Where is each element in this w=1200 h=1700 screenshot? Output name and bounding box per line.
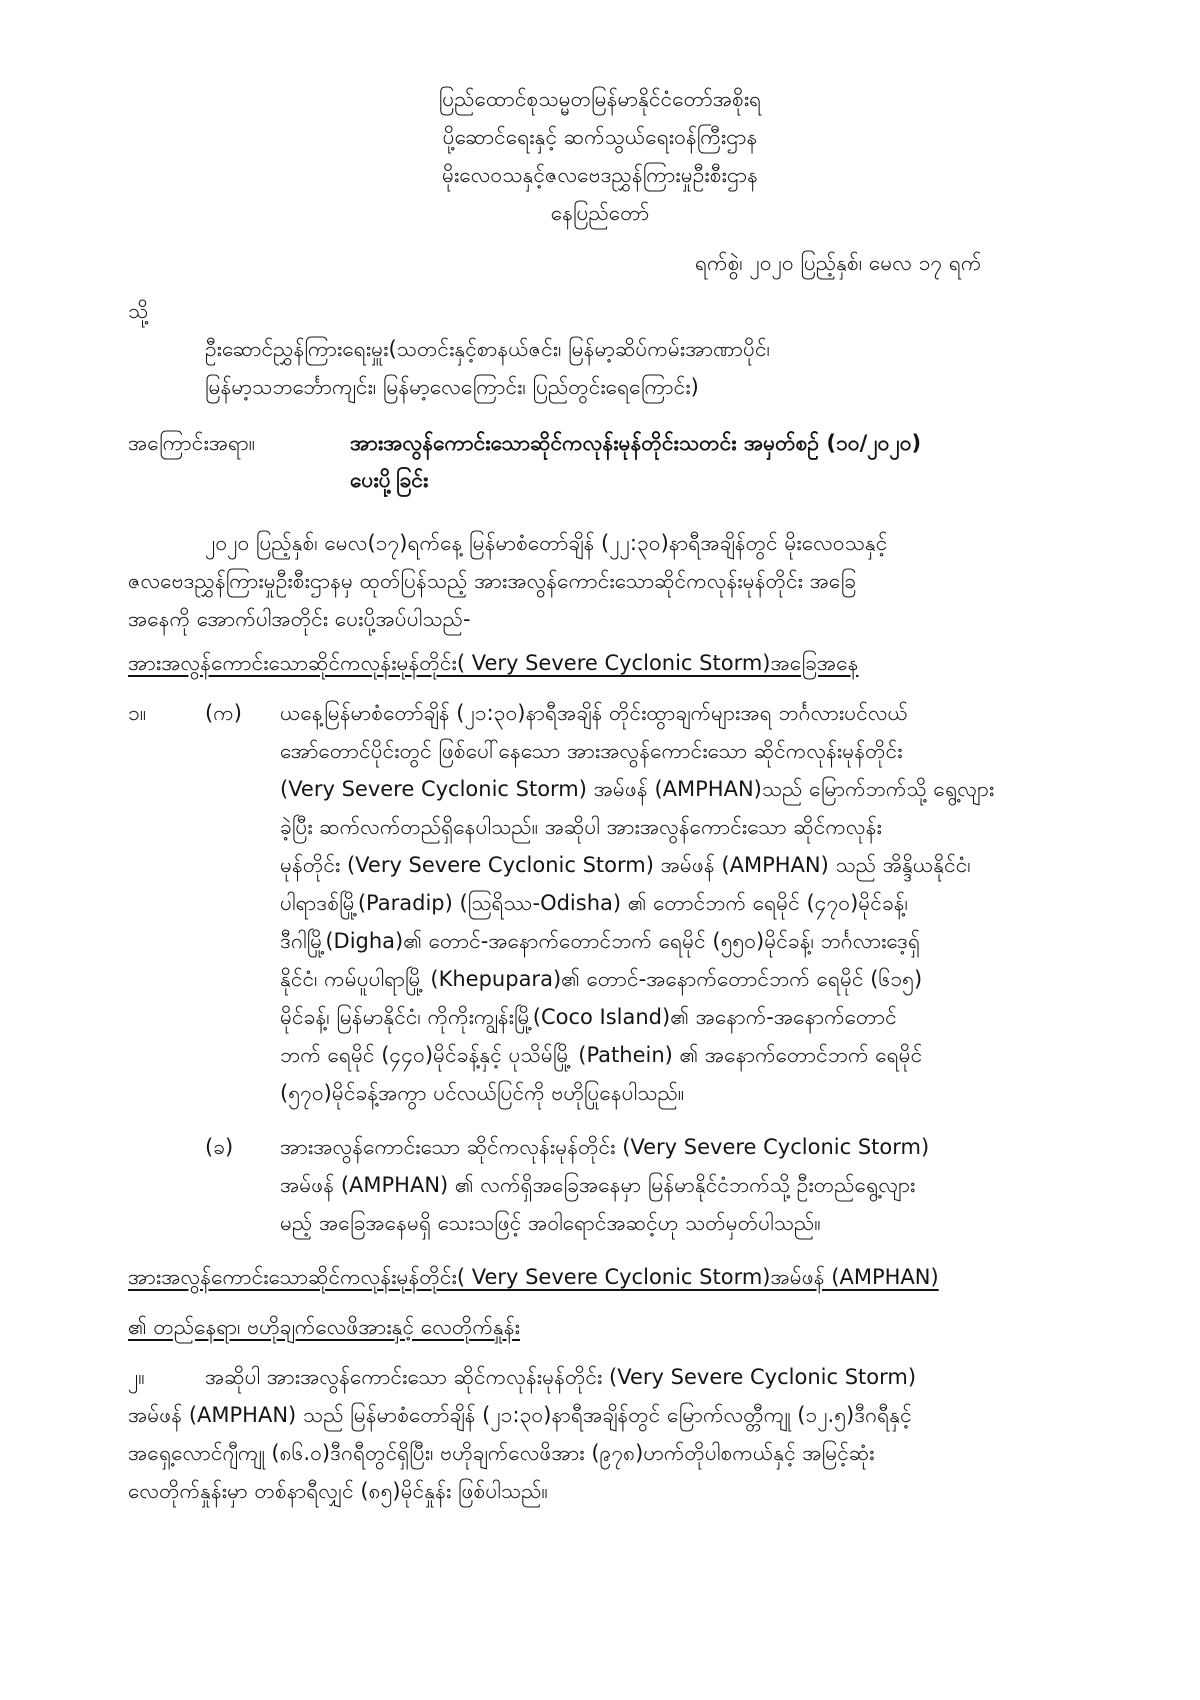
intro-line-1: ၂၀၂၀ ပြည့်နှစ်၊ မေလ(၁၇)ရက်နေ့ မြန်မာစံတော်ချိန် (၂၂:၃၀)နာရီအချိန်တွင် မိုးလေဝသနှင့်	[205, 531, 888, 555]
item-ka-line: ပါရာဒစ်မြို့(Paradip) (ဩရိဿ-Odisha) ၏ တောင်ဘက် ရေမိုင် (၄၇၀)မိုင်ခန့်၊	[280, 891, 908, 915]
intro-line-3: အနေကို အောက်ပါအတိုင်း ပေးပို့အပ်ပါသည်-	[128, 607, 471, 631]
letter-date: ရက်စွဲ၊ ၂၀၂၀ ပြည့်နှစ်၊ မေလ ၁၇ ရက်	[695, 251, 982, 275]
item-ka-label: (က)	[205, 701, 242, 725]
item-ka-line: မုန်တိုင်း (Very Severe Cyclonic Storm) အမ်ဖန် (AMPHAN) သည် အိန္ဒိယနိုင်ငံ၊	[280, 853, 971, 877]
item-kha-line: အားအလွန်ကောင်းသော ဆိုင်ကလုန်းမုန်တိုင်း (Very Severe Cyclonic Storm)	[280, 1135, 930, 1159]
item-ka-line: မိုင်ခန့်၊ မြန်မာနိုင်ငံ၊ ကိုကိုးကျွန်းမြို့(Coco Island)၏ အနောက်-အနောက်တောင်	[280, 1005, 897, 1029]
section-2-heading-line-2: ၏ တည်နေရာ၊ ဗဟိုချက်လေဖိအားနှင့် လေတိုက်နှုန်း	[128, 1315, 520, 1339]
section-2-heading-line-1: အားအလွန်ကောင်းသောဆိုင်ကလုန်းမုန်တိုင်း( Very Severe Cyclonic Storm)အမ်ဖန် (AMPHAN)	[128, 1265, 939, 1289]
item-ka-line: ယနေ့မြန်မာစံတော်ချိန် (၂၁:၃၀)နာရီအချိန် တိုင်းထွာချက်များအရ ဘင်္ဂလားပင်လယ်	[280, 701, 908, 725]
item-ka-line: ခဲ့ပြီး ဆက်လက်တည်ရှိနေပါသည်။ အဆိုပါ အားအလွန်ကောင်းသော ဆိုင်ကလုန်း	[280, 815, 882, 839]
item-kha-label: (ခ)	[205, 1135, 234, 1159]
item-ka-line: ဘက် ရေမိုင် (၄၄၀)မိုင်ခန့်နှင့် ပုသိမ်မြို့ (Pathein) ၏ အနောက်တောင်ဘက် ရေမိုင်	[280, 1043, 923, 1067]
to-label: သို့	[128, 299, 149, 323]
item-ka-line: အော်တောင်ပိုင်းတွင် ဖြစ်ပေါ်နေသော အားအလွန်ကောင်းသော ဆိုင်ကလုန်းမုန်တိုင်း	[280, 739, 903, 763]
recipient-line-1: ဦးဆောင်ညွှန်ကြားရေးမှူး(သတင်းနှင့်စာနယ်ဇင်း၊ မြန်မာ့ဆိပ်ကမ်းအာဏာပိုင်၊	[205, 337, 770, 361]
item-kha-line: မည့် အခြေအနေမရှိ သေးသဖြင့် အဝါရောင်အဆင့်ဟု သတ်မှတ်ပါသည်။	[280, 1211, 821, 1235]
item-ka-line: ဒီဂါမြို့(Digha)၏ တောင်-အနောက်တောင်ဘက် ရေမိုင် (၅၅၀)မိုင်ခန့်၊ ဘင်္ဂလားဒေ့ရှ်	[280, 929, 921, 953]
subject-line-1: အားအလွန်ကောင်းသောဆိုင်ကလုန်းမုန်တိုင်းသတင်း အမှတ်စဉ် (၁၀/၂၀၂၀)	[350, 431, 922, 455]
item-ka-line: (Very Severe Cyclonic Storm) အမ်ဖန် (AMPHAN)သည် မြောက်ဘက်သို့ ရွေ့လျား	[280, 777, 995, 801]
item-ka-line: (၅၇၀)မိုင်ခန့်အကွာ ပင်လယ်ပြင်ကို ဗဟိုပြုနေပါသည်။	[280, 1081, 685, 1105]
section-2-line: အမ်ဖန် (AMPHAN) သည် မြန်မာစံတော်ချိန် (၂၁:၃၀)နာရီအချိန်တွင် မြောက်လတ္တီကျု (၁၂.၅)ဒီဂရီနှင့်	[128, 1403, 912, 1427]
intro-line-2: ဇလဗေဒညွှန်ကြားမှုဦးစီးဌာနမှ ထုတ်ပြန်သည့် အားအလွန်ကောင်းသောဆိုင်ကလုန်းမုန်တိုင်း အခြေ	[128, 569, 857, 593]
header-department: မိုးလေဝသနှင့်ဇလဗေဒညွှန်ကြားမှုဦးစီးဌာန	[441, 163, 759, 187]
header-city: နေပြည်တော်	[550, 201, 650, 225]
recipient-line-2: မြန်မာ့သဘင်္ဘောကျင်း၊ မြန်မာ့လေကြောင်း၊ ပြည်တွင်းရေကြောင်း)	[205, 375, 699, 399]
header-government: ပြည်ထောင်စုသမ္မတမြန်မာနိုင်ငံတော်အစိုးရ	[438, 87, 762, 111]
subject-line-2: ပေးပို့ခြင်း	[350, 468, 429, 492]
section-1-number: ၁။	[128, 701, 147, 725]
section-2-number: ၂။	[128, 1365, 145, 1389]
section-2-line: အရှေ့လောင်ဂျီကျု (၈၆.၀)ဒီဂရီတွင်ရှိပြီး၊ ဗဟိုချက်လေဖိအား (၉၇၈)ဟက်တိုပါစကယ်နှင့် အမြင့်ဆုံး	[128, 1441, 875, 1465]
section-1-heading: အားအလွန်ကောင်းသောဆိုင်ကလုန်းမုန်တိုင်း( Very Severe Cyclonic Storm)အခြေအနေ	[128, 651, 859, 675]
subject-label: အကြောင်းအရာ။	[128, 431, 256, 455]
header-ministry: ပို့ဆောင်ရေးနှင့် ဆက်သွယ်ရေးဝန်ကြီးဌာန	[442, 125, 758, 149]
section-2-line: လေတိုက်နှုန်းမှာ တစ်နာရီလျှင် (၈၅)မိုင်နှုန်း ဖြစ်ပါသည်။	[128, 1479, 548, 1503]
item-ka-line: နိုင်ငံ၊ ကမ်ပူပါရာမြို့ (Khepupara)၏ တောင်-အနောက်တောင်ဘက် ရေမိုင် (၆၁၅)	[280, 967, 923, 991]
item-kha-line: အမ်ဖန် (AMPHAN) ၏ လက်ရှိအခြေအနေမှာ မြန်မာနိုင်ငံဘက်သို့ ဦးတည်ရွေ့လျား	[280, 1173, 916, 1197]
section-2-line: အဆိုပါ အားအလွန်ကောင်းသော ဆိုင်ကလုန်းမုန်တိုင်း (Very Severe Cyclonic Storm)	[205, 1365, 917, 1389]
